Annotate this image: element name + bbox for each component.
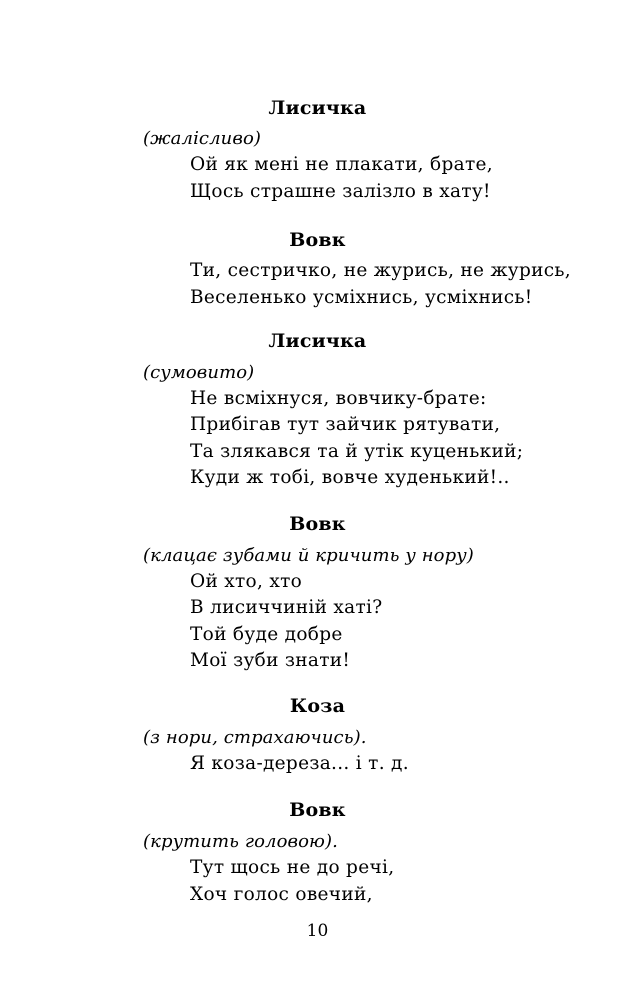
speaker-name: Лисичка bbox=[268, 330, 367, 352]
verse-line: Ти, сестричко, не журись, не журись, bbox=[190, 260, 571, 281]
stage-direction: (з нори, страхаючись). bbox=[143, 727, 367, 748]
page-number: 10 bbox=[306, 921, 329, 941]
stage-direction: (сумовито) bbox=[143, 362, 255, 383]
verse-line: Хоч голос овечий, bbox=[190, 884, 373, 905]
verse-line: Прибігав тут зайчик рятувати, bbox=[190, 414, 501, 435]
verse-line: Тут щось не до речі, bbox=[190, 857, 395, 878]
verse-line: Ой хто, хто bbox=[190, 571, 303, 592]
speaker-name: Коза bbox=[289, 695, 346, 717]
verse-line: Куди ж тобі, вовче худенький!.. bbox=[190, 467, 510, 488]
speaker-name: Лисичка bbox=[268, 97, 367, 119]
speaker-name: Вовк bbox=[289, 229, 346, 251]
speaker-name: Вовк bbox=[289, 799, 346, 821]
verse-line: Щось страшне залізло в хату! bbox=[190, 181, 491, 202]
verse-line: Ой як мені не плакати, брате, bbox=[190, 154, 493, 175]
stage-direction: (клацає зубами й кричить у нору) bbox=[143, 545, 474, 566]
stage-direction: (жалісливо) bbox=[143, 128, 262, 149]
verse-line: Та злякався та й утік куценький; bbox=[190, 441, 524, 462]
speaker-name: Вовк bbox=[289, 513, 346, 535]
verse-line: В лисиччиній хаті? bbox=[190, 597, 383, 618]
verse-line: Мої зуби знати! bbox=[190, 650, 351, 671]
verse-line: Не всміхнуся, вовчику-брате: bbox=[190, 388, 487, 409]
stage-direction: (крутить головою). bbox=[143, 831, 338, 852]
verse-line: Веселенько усміхнись, усміхнись! bbox=[190, 287, 533, 308]
verse-line: Той буде добре bbox=[190, 624, 343, 645]
verse-line: Я коза-дереза... і т. д. bbox=[190, 753, 409, 774]
